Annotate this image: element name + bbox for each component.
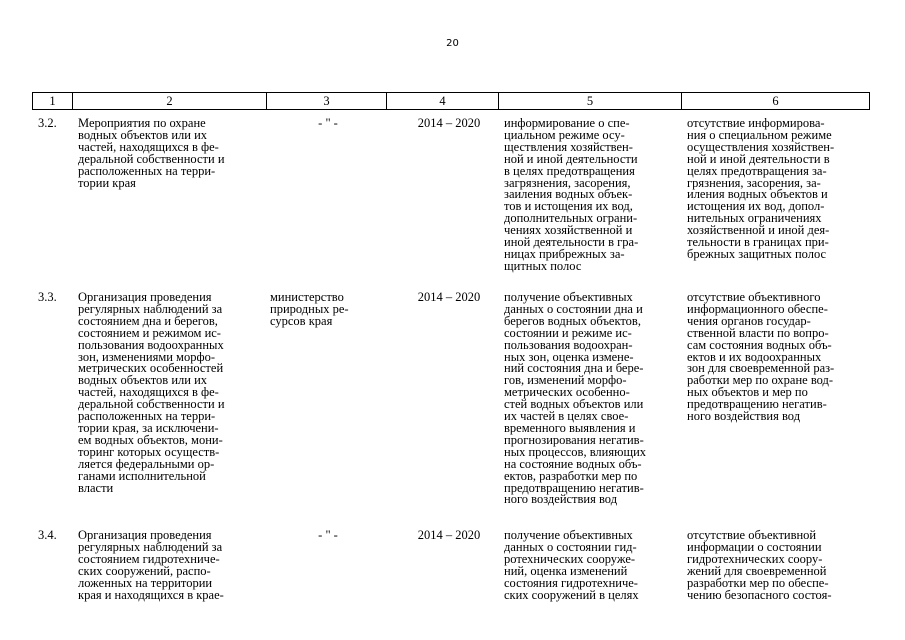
row-number: 3.3. (38, 290, 57, 304)
column-header-4: 4 (387, 93, 499, 109)
page-number: 20 (446, 38, 459, 49)
executor: - " - (318, 116, 338, 130)
column-header-5: 5 (499, 93, 682, 109)
column-header-1: 1 (33, 93, 73, 109)
column-header-3: 3 (267, 93, 387, 109)
column-header-2: 2 (73, 93, 267, 109)
table-header (32, 92, 870, 110)
period: 2014 – 2020 (417, 116, 481, 130)
consequence: отсутствие объективной информации о состоянии гидротехнических соору- жений для своевременной разработки мер по обеспе- чению безопасного состоя- (687, 528, 832, 602)
measure-name: Организация проведения регулярных наблюдений за состоянием гидротехниче- ских сооружений, распо- ложенных на территории края и находящихся в крае- (78, 528, 224, 602)
executor: - " - (318, 528, 338, 542)
period: 2014 – 2020 (417, 290, 481, 304)
measure-name: Организация проведения регулярных наблюдений за состоянием дна и берегов, состоянием и режимом ис- пользования водоохранных зон, изменениями морфо- метрических особенностей водных объектов или их частей, находящихся в фе- деральной собственности и расположенных на терри- тории края, за исключени- ем водных объектов, мони- торинг которых осуществ- ляется федеральными ор- ганами исполнительной власти (78, 290, 225, 495)
column-header-6: 6 (772, 94, 779, 108)
expected-result: получение объективных данных о состоянии гид- ротехнических сооруже- ний, оценка изменений состояния гидротехниче- ских сооружений в целях (504, 528, 639, 602)
executor: министерство природных ре- сурсов края (270, 290, 349, 328)
consequence: отсутствие объективного информационного обеспе- чения органов государ- ственной власти по вопро- сам состояния водных объ- ектов и их водоохранных зон для своевременной раз- работки мер по охране вод- ных объектов и мер по предотвращению негатив- ного воздействия вод (687, 290, 835, 424)
expected-result: информирование о спе- циальном режиме осу- ществления хозяйствен- ной и иной деятельности в целях предотвращения загрязнения, засорения, заиления водных объек- тов и истощения их вод, дополнительных ограни- чениях хозяйственной и иной деятельности в гра- ницах прибрежных за- щитных полос (504, 116, 639, 273)
measure-name: Мероприятия по охране водных объектов или их частей, находящихся в фе- деральной собственности и расположенных на терри- тории края (78, 116, 225, 190)
row-number: 3.2. (38, 116, 57, 130)
row-number: 3.4. (38, 528, 57, 542)
expected-result: получение объективных данных о состоянии дна и берегов водных объектов, состоянии и режиме ис- пользования водоохран- ных зон, оценка измене- ний состояния дна и бере- гов, изменений морфо- метрических особенно- стей водных объектов или их частей в целях свое- временного выявления и прогнозирования негатив- ных процессов, влияющих на состояние водных объ- ектов, разработки мер по предотвращению негатив- ного воздействия вод (504, 290, 647, 507)
consequence: отсутствие информирова- ния о специальном режиме осуществления хозяйствен- ной и иной деятельности в целях предотвращения за- грязнения, засорения, за- иления водных объектов и истощения их вод, допол- нительных ограничениях хозяйственной и иной дея- тельности в границах при- брежных защитных полос (687, 116, 835, 261)
period: 2014 – 2020 (417, 528, 481, 542)
